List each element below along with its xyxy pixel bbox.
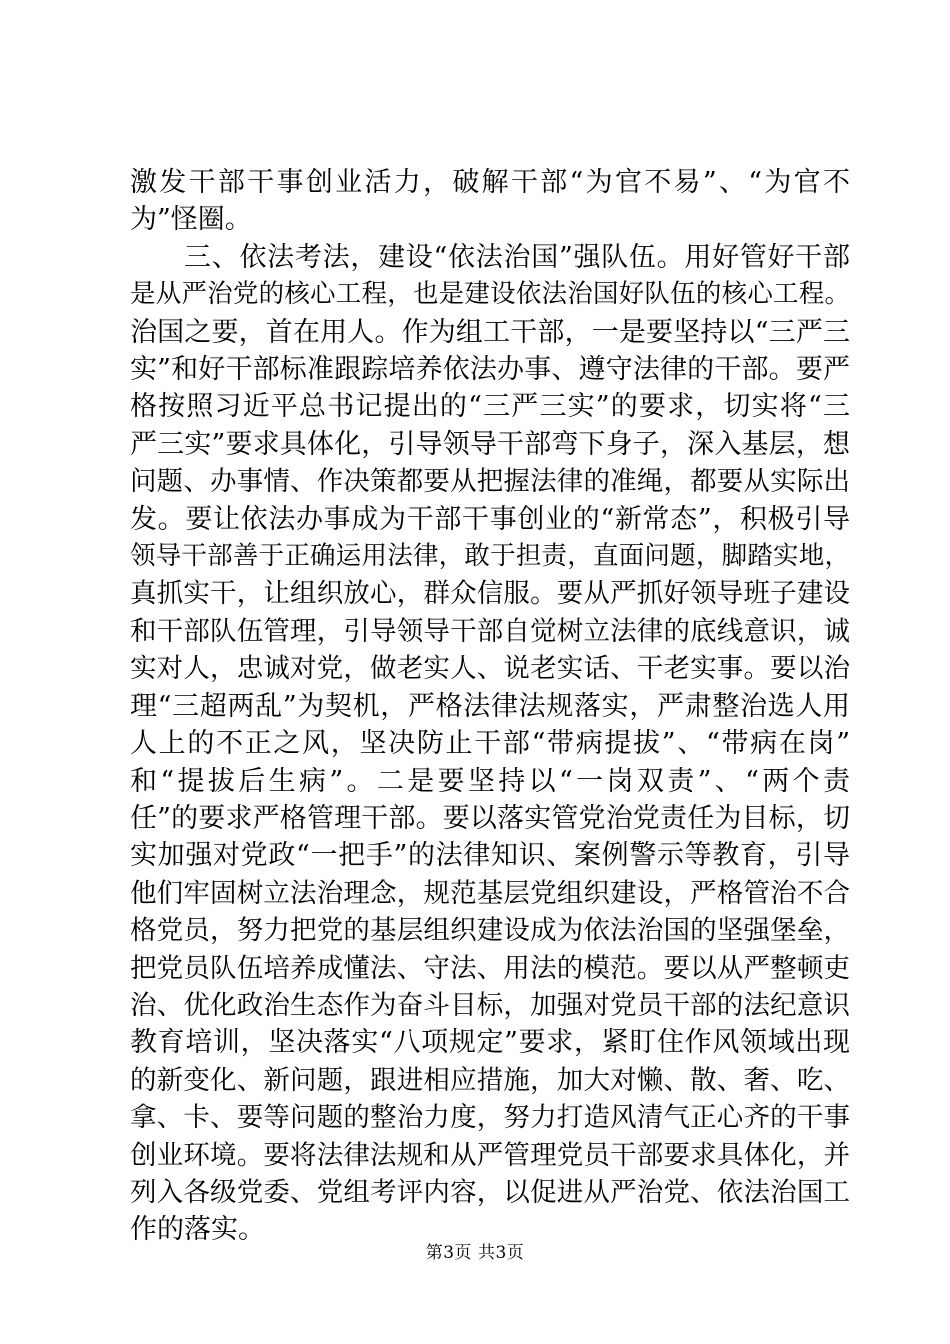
- text-line: 他们牢固树立法治理念，规范基层党组织建设，严格管治不合: [130, 877, 850, 909]
- text-line: 的新变化、新问题，跟进相应措施，加大对懒、散、奢、吃、: [130, 1064, 850, 1096]
- text-line: 和“提拔后生病”。二是要坚持以“一岗双责”、“两个责: [130, 765, 850, 797]
- text-line: 列入各级党委、党组考评内容，以促进从严治党、依法治国工: [130, 1176, 850, 1208]
- text-line: 是从严治党的核心工程，也是建设依法治国好队伍的核心工程。: [130, 279, 850, 310]
- text-line: 实对人，忠诚对党，做老实人、说老实话、干老实事。要以治: [130, 653, 850, 685]
- text-line: 拿、卡、要等问题的整治力度，努力打造风清气正心齐的干事: [130, 1102, 850, 1134]
- text-line: 严三实”要求具体化，引导领导干部弯下身子，深入基层，想: [130, 428, 850, 460]
- text-line: 创业环境。要将法律法规和从严管理党员干部要求具体化，并: [130, 1139, 850, 1171]
- text-line: 和干部队伍管理，引导领导干部自觉树立法律的底线意识，诚: [130, 615, 850, 647]
- text-line: 人上的不正之风，坚决防止干部“带病提拔”、“带病在岗”: [130, 728, 850, 760]
- text-line: 发。要让依法办事成为干部干事创业的“新常态”，积极引导: [130, 503, 850, 535]
- text-line: 激发干部干事创业活力，破解干部“为官不易”、“为官不: [130, 167, 850, 198]
- text-line: 作的落实。: [130, 1214, 265, 1246]
- text-line: 治国之要，首在用人。作为组工干部，一是要坚持以“三严三: [130, 316, 850, 348]
- text-line: 问题、办事情、作决策都要从把握法律的准绳，都要从实际出: [130, 466, 850, 498]
- section-heading-line: 三、依法考法，建设“依法治国”强队伍。用好管好干部: [184, 241, 850, 273]
- text-line: 把党员队伍培养成懂法、守法、用法的模范。要以从严整顿吏: [130, 952, 850, 984]
- text-line: 实加强对党政“一把手”的法律知识、案例警示等教育，引导: [130, 840, 850, 872]
- text-line: 实”和好干部标准跟踪培养依法办事、遵守法律的干部。要严: [130, 354, 850, 386]
- text-line: 任”的要求严格管理干部。要以落实管党治党责任为目标，切: [130, 802, 850, 834]
- text-line: 为”怪圈。: [130, 204, 252, 236]
- text-line: 理“三超两乱”为契机，严格法律法规落实，严肃整治选人用: [130, 690, 850, 722]
- text-line: 格按照习近平总书记提出的“三严三实”的要求，切实将“三: [130, 391, 850, 423]
- text-line: 格党员，努力把党的基层组织建设成为依法治国的坚强堡垒，: [130, 915, 850, 947]
- text-line: 真抓实干，让组织放心，群众信服。要从严抓好领导班子建设: [130, 578, 850, 610]
- body-text: [130, 164, 850, 1249]
- text-line: 教育培训，坚决落实“八项规定”要求，紧盯住作风领域出现: [130, 1027, 850, 1059]
- text-line: 领导干部善于正确运用法律，敢于担责，直面问题，脚踏实地，: [130, 541, 850, 572]
- page-number-footer: 第3页 共3页: [425, 1243, 525, 1263]
- text-line: 治、优化政治生态作为奋斗目标，加强对党员干部的法纪意识: [130, 989, 850, 1021]
